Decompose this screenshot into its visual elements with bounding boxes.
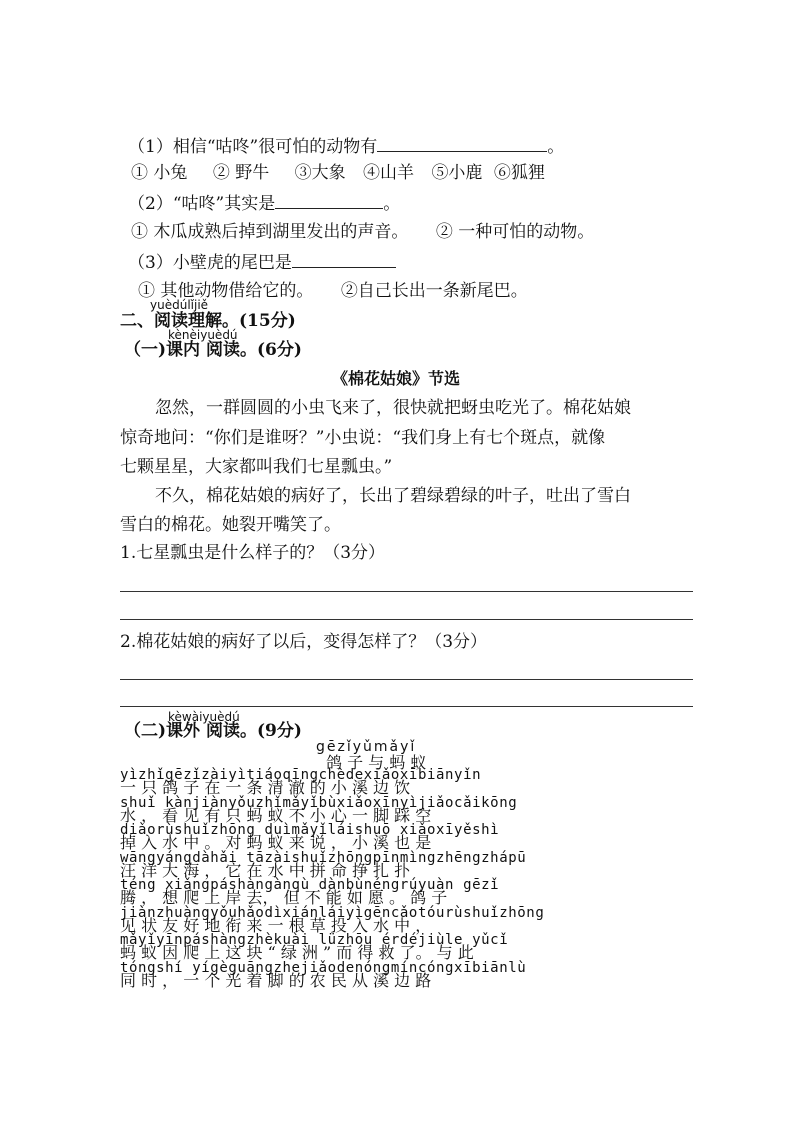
section-2-pinyin: yuèdúlǐjiě	[150, 298, 209, 312]
question-2-end: 。	[383, 194, 401, 214]
passage-2-pinyin-row: téng xiǎngpáshàngànqù dànbùnéngrúyuàn gēzǐ	[120, 877, 500, 893]
question-1-end: 。	[547, 137, 565, 157]
reading-question-2: 2.棉花姑娘的病好了以后，变得怎样了？（3分）	[120, 632, 488, 652]
passage-1-title: 《棉花姑娘》节选	[332, 369, 461, 388]
passage-2-title: 鸽 子 与 蚂 蚁	[326, 753, 427, 772]
section-2-heading: 二、阅读理解。(15分)	[120, 311, 296, 331]
passage-2-text-row: 同 时 ， 一 个 光 着 脚 的 农 民 从 溪 边 路	[120, 971, 432, 990]
passage-2-pinyin-row: diàorùshuǐzhōng duìmǎyǐláishuō xiǎoxīyěshì	[120, 822, 500, 838]
question-1	[128, 135, 564, 157]
question-2-label: （2）“咕咚”其实是	[128, 194, 276, 214]
passage-2-pinyin-row: wāngyángdàhǎi tāzàishuǐzhōngpīnmìngzhēngzhápū	[120, 849, 527, 866]
question-2-options	[131, 222, 594, 242]
passage-2-text-row: 一 只 鸽 子 在 一 条 清 澈 的 小 溪 边 饮	[120, 779, 411, 797]
passage-1-line: 雪白的棉花。她裂开嘴笑了。	[120, 515, 341, 535]
option: ③大象	[294, 163, 346, 183]
question-2	[128, 192, 400, 214]
passage-2-title-pinyin: gēzǐyǔmǎyǐ	[316, 739, 417, 755]
passage-2-pinyin-row: yìzhǐgēzǐzàiyìtiáoqīngchèdexiǎoxībiānyǐn	[120, 767, 482, 783]
answer-line[interactable]	[120, 619, 693, 620]
passage-1-line: 不久，棉花姑娘的病好了，长出了碧绿碧绿的叶子，吐出了雪白	[155, 486, 631, 506]
passage-2-pinyin-row: tóngshí yígèguāngzhejiǎodenóngmíncóngxībiānlù	[120, 959, 527, 976]
answer-blank[interactable]	[292, 251, 396, 268]
question-3	[128, 251, 396, 273]
passage-1-line: 惊奇地问：“你们是谁呀？”小虫说：“我们身上有七个斑点，就像	[120, 428, 606, 448]
passage-2-pinyin-row: jiànzhuàngyǒuhǎodìxiánláiyìgēncǎotóurùshuǐzhōng	[120, 904, 545, 921]
part-1-heading: （一)课内 阅读。(6分)	[124, 340, 302, 360]
answer-line[interactable]	[120, 679, 693, 680]
passage-2-text-row: 掉 入 水 中 。 对 蚂 蚁 来 说 ， 小 溪 也 是	[120, 834, 432, 852]
question-1-options	[131, 163, 545, 183]
question-1-label: （1）相信“咕咚”很可怕的动物有	[128, 137, 378, 157]
passage-2-text-row: 见 状 友 好 地 衔 来 一 根 草 投 入 水 中 ，	[120, 916, 432, 935]
option: ⑥狐狸	[493, 163, 545, 183]
option: ② 一种可怕的动物。	[435, 222, 595, 242]
answer-line[interactable]	[120, 591, 693, 592]
part-2-heading: （二)课外 阅读。(9分)	[124, 721, 302, 741]
answer-blank[interactable]	[275, 192, 383, 209]
passage-1-line: 忽然，一群圆圆的小虫飞来了，很快就把蚜虫吃光了。棉花姑娘	[155, 398, 631, 418]
passage-2-pinyin-row: shuǐ kànjiànyǒuzhǐmǎyǐbùxiǎoxīnyìjiǎocǎikōng	[120, 794, 518, 811]
option: ④山羊	[363, 163, 415, 183]
option: ① 其他动物借给它的。	[138, 281, 314, 301]
answer-line[interactable]	[120, 706, 693, 707]
passage-2-text-row: 水 ， 看 见 有 只 蚂 蚁 不 小 心 一 脚 踩 空	[120, 806, 432, 825]
option: ① 小兔	[131, 163, 188, 183]
reading-question-1: 1.七星瓢虫是什么样子的？（3分）	[120, 543, 386, 563]
part-1-pinyin: kènèiyuèdú	[168, 328, 238, 342]
option: ① 木瓜成熟后掉到湖里发出的声音。	[131, 222, 409, 242]
passage-1-line: 七颗星星，大家都叫我们七星瓢虫。”	[120, 457, 393, 477]
option: ② 野牛	[212, 163, 270, 183]
passage-2-text-row: 蚂 蚁 因 爬 上 这 块 “ 绿 洲 ” 而 得 救 了。 与 此	[120, 944, 474, 962]
passage-2-text-row: 汪 洋 大 海 ， 它 在 水 中 拼 命 挣 扎 扑	[120, 861, 411, 880]
passage-2-pinyin-row: mǎyǐyīnpáshàngzhèkuài lǜzhōu érdéjiùle yǔcǐ	[120, 932, 509, 948]
answer-blank[interactable]	[377, 135, 547, 152]
part-2-pinyin: kèwàiyuèdú	[168, 710, 240, 724]
option: ②自己长出一条新尾巴。	[340, 281, 528, 301]
question-3-label: （3）小壁虎的尾巴是	[128, 253, 292, 273]
passage-2-text-row: 腾 ， 想 爬 上 岸 去， 但 不 能 如 愿 。 鸽 子	[120, 889, 448, 907]
option: ⑤小鹿	[431, 163, 483, 183]
